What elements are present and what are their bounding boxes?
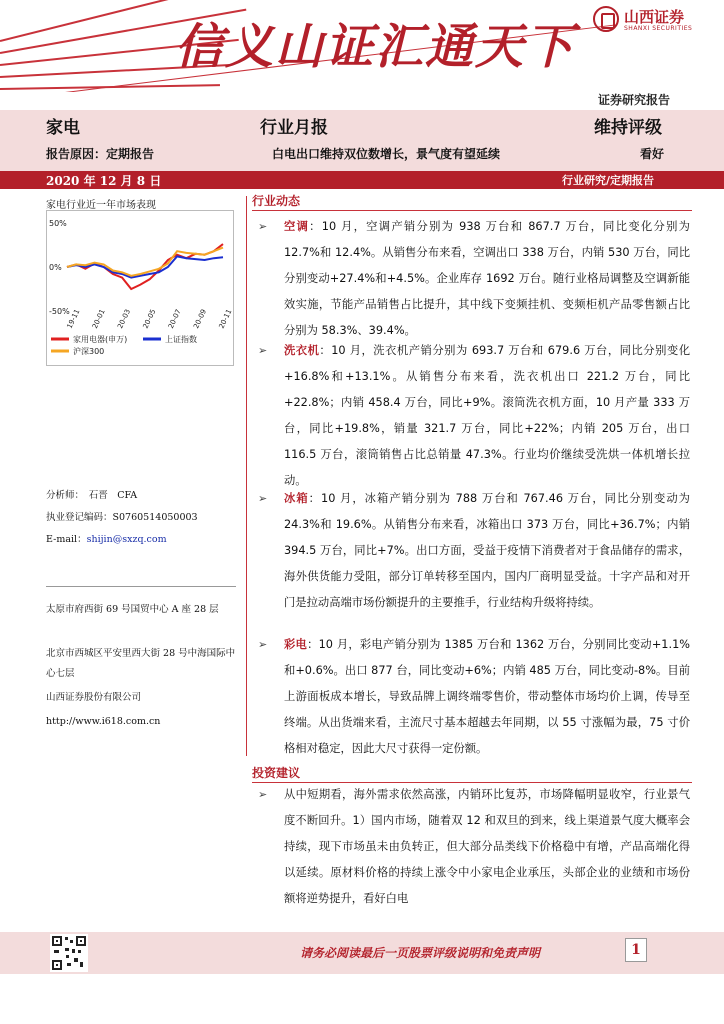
report-title: 白电出口维持双位数增长，景气度有望延续 [272,147,501,161]
report-reason: 报告原因：定期报告 [46,147,155,161]
company-full-name: 山西证券股份有限公司 [46,692,142,703]
disclaimer-text: 请务必阅读最后一页股票评级说明和免责声明 [300,946,541,960]
arrow-bullet-icon: ➢ [258,788,268,801]
y-tick-label: 50% [49,219,67,228]
email-label: E-mail： [46,534,87,545]
y-tick-label: 0% [49,263,62,272]
company-name-cn: 山西证券 [624,8,685,26]
text-ac: ：10 月，空调产销分别为 938 万台和 867.7 万台，同比变化分别为 12.7%和 12.4%。从销售分布来看，空调出口 338 万台，内销 530 万台，同比分别变动+27.4%和+4.5%。企业库存 1692 万台。随行业格局调整及空调新能效实施，节能产品销售占比提升，其中线下变频挂机、变频柜机产品零售额占比分别为 58.3%、39.4%。 [284,220,690,337]
keyword-ac: 空调 [284,220,310,233]
item-tv [258,632,690,762]
qr-code-icon [50,934,88,972]
x-tick-label: 20-07 [166,308,183,330]
legend-label: 上证指数 [165,335,197,344]
x-tick-label: 20-01 [90,308,107,330]
x-tick-label: 20-05 [141,308,158,330]
item-advice [258,782,690,912]
rating: 维持评级 [594,118,662,138]
divider [46,586,236,587]
x-tick-label: 19-11 [65,308,82,330]
text-fr: ：10 月，冰箱产销分别为 788 万台和 767.46 万台，同比分别变动为 24.3%和 19.6%。从销售分布来看，冰箱出口 373 万台，同比+36.7%；内销 394.5 万台，同比+7%。出口方面，受益于疫情下消费者对于食品储存的需求，海外供货能力受阻，部分订单转移至国内，国内厂商明显受益。十字产品和对开门是拉动高端市场份额提升的主要推手，行业结构升级将持续。 [284,492,690,609]
analyst-email-row [46,532,167,548]
section-rule [252,210,692,211]
text-advice: 从中短期看，海外需求依然高涨，内销环比复苏，市场降幅明显收窄，行业景气度不断回升。1）国内市场，随着双 12 和双旦的到来，线上渠道景气度大概率会持续，现下市场虽未由负转正，但大部分品类线下价格稳中有增，产品高端化得以延续。原材料价格的持续上涨令中小家电企业承压，头部企业的业绩和市场份额将逆势提升，看好白电 [284,788,690,905]
arrow-bullet-icon: ➢ [258,492,268,505]
market-performance-chart [47,211,233,365]
arrow-bullet-icon: ➢ [258,344,268,357]
arrow-bullet-icon: ➢ [258,638,268,651]
legend-label: 沪深300 [73,347,105,356]
arrow-bullet-icon: ➢ [258,220,268,233]
office-taiyuan: 太原市府西街 69 号国贸中心 A 座 28 层 [46,604,219,615]
chart-title: 家电行业近一年市场表现 [46,200,156,211]
keyword-tv: 彩电 [284,638,308,651]
y-tick-label: -50% [49,307,70,316]
item-washing-machine [258,338,690,494]
view-label: 看好 [640,147,665,161]
brand-slogan: 信义山证汇通天下 [175,19,576,75]
text-tv: ：10 月，彩电产销分别为 1385 万台和 1362 万台，分别同比变动+1.1%和+0.6%。出口 877 台，同比变动+6%；内销 485 万台，同比变动-8%。目前上游面板成本增长，导致品牌上调终端零售价，带动整体市场均价上调，传导至终端。从出货端来看，主流尺寸基本超越去年同期，以 55 寸涨幅为最，75 寸价格相对稳定，因此大尺寸获得一定份额。 [284,638,690,755]
report-type: 行业月报 [260,118,328,138]
office-beijing: 北京市西城区平安里西大街 28 号中海国际中心七层 [46,648,236,679]
report-date: 2020 年 12 月 8 日 [46,174,162,188]
report-kind-label: 证券研究报告 [598,93,671,107]
item-refrigerator [258,486,690,616]
section-heading-advice: 投资建议 [252,766,301,780]
chart-frame [46,210,234,366]
x-tick-label: 20-09 [192,308,209,330]
legend-label: 家用电器(申万) [73,335,128,344]
series-line [67,248,223,276]
keyword-fr: 冰箱 [284,492,309,505]
analyst-email-link[interactable]: shijin@sxzq.com [86,534,167,545]
x-tick-label: 20-11 [217,308,233,330]
analyst-name: 分析师： 石晋 CFA [46,490,138,501]
column-separator [246,196,247,756]
analyst-license: 执业登记编码：S0760514050003 [46,512,198,523]
x-tick-label: 20-03 [116,308,133,330]
report-category: 行业研究/定期报告 [562,174,655,187]
section-heading-dynamics: 行业动态 [252,194,301,208]
sector-title: 家电 [46,118,80,138]
page-number: 1 [625,938,647,962]
text-wm: ：10 月，洗衣机产销分别为 693.7 万台和 679.6 万台，同比分别变化+16.8%和+13.1%。从销售分布来看，洗衣机出口 221.2 万台，同比+22.8%；内销 458.4 万台，同比+9%。滚筒洗衣机方面，10 月产量 333 万台，同比+19.8%，销量 321.7 万台，同比+22%；内销 205 万台，出口 116.5 万台，滚筒销售占比总销量 47.3%。行业均价继续受洗烘一体机增长拉动。 [284,344,690,487]
company-logo-icon [593,6,619,32]
item-air-conditioner [258,214,690,344]
company-website-link[interactable]: http://www.i618.com.cn [46,716,161,727]
keyword-wm: 洗衣机 [284,344,320,357]
company-name-en: SHANXI SECURITIES [624,25,693,32]
